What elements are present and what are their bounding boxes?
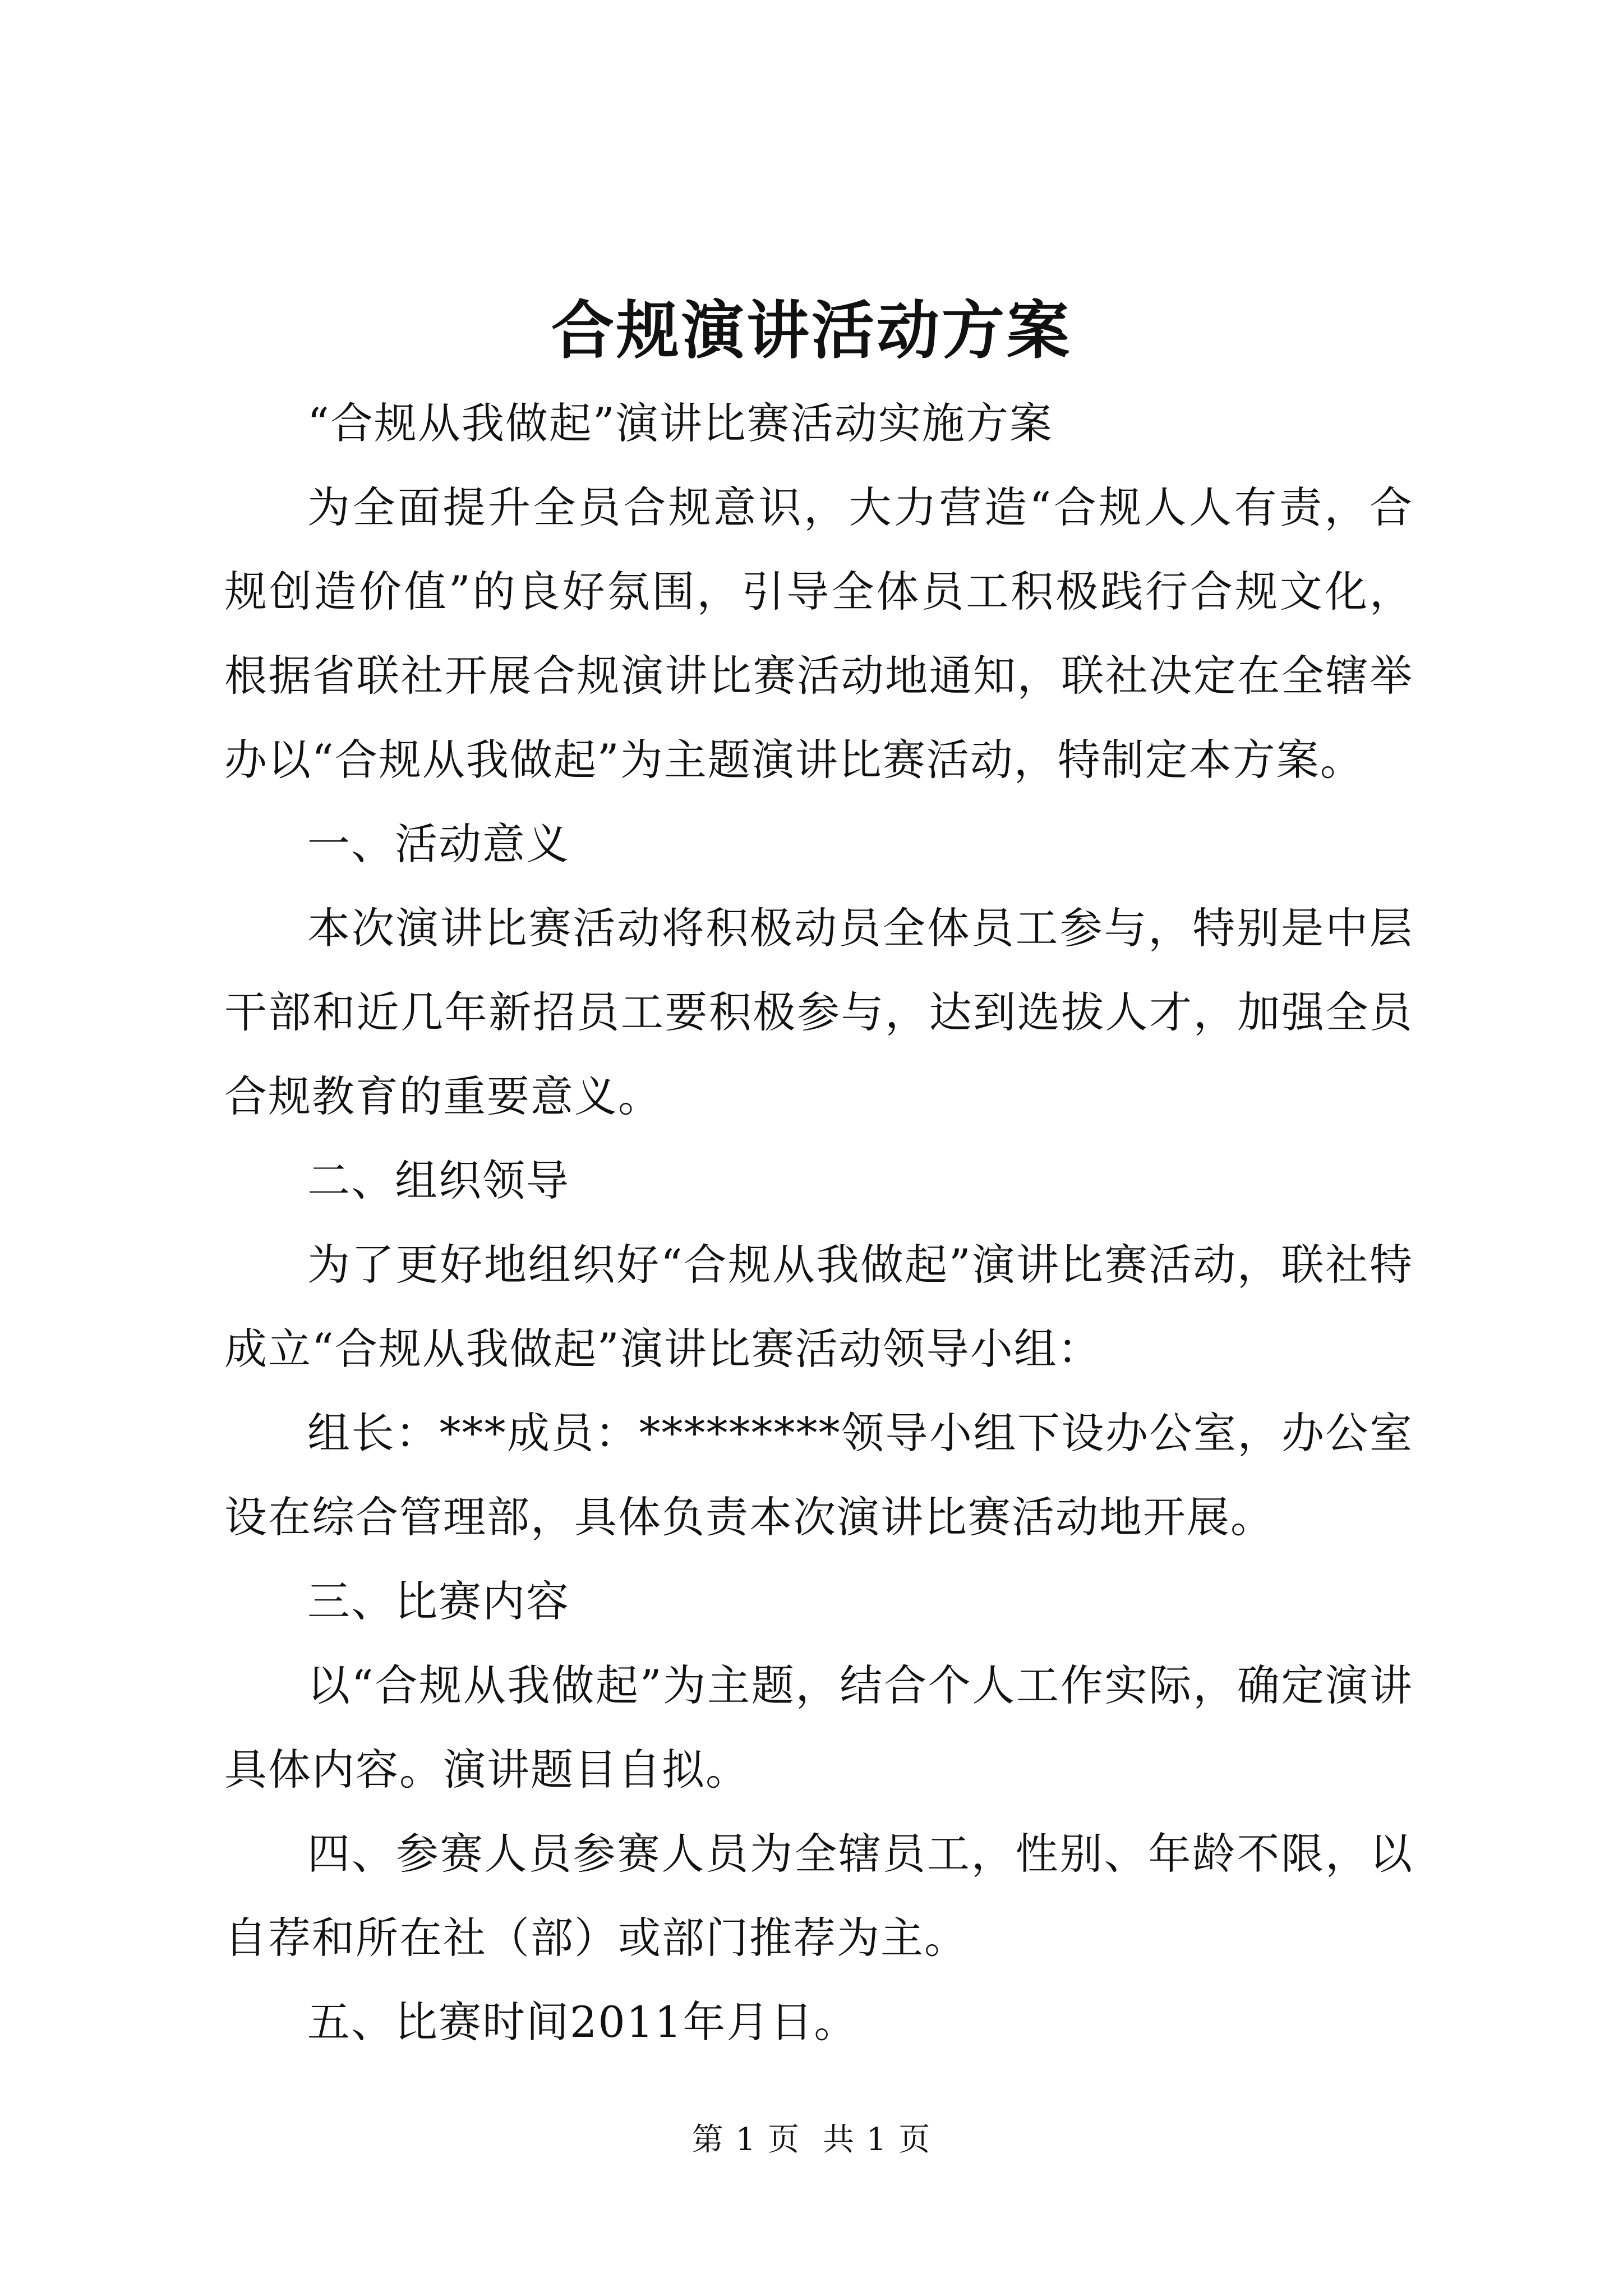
page-footer: [0, 2118, 1623, 2162]
page-number: 第 1 页: [691, 2122, 800, 2158]
leadership-paragraph: 为了更好地组织好“合规从我做起”演讲比赛活动，联社特成立“合规从我做起”演讲比赛活动领导小组：: [224, 1240, 1413, 1374]
leadership-members-paragraph: 组长：***成员：*********领导小组下设办公室，办公室设在综合管理部，具体负责本次演讲比赛活动地开展。: [224, 1408, 1413, 1542]
subtitle-paragraph: “合规从我做起”演讲比赛活动实施方案: [307, 398, 1053, 448]
intro-paragraph: 为全面提升全员合规意识，大力营造“合规人人有责，合规创造价值”的良好氛围，引导全体员工积极践行合规文化，根据省联社开展合规演讲比赛活动地通知，联社决定在全辖举办以“合规从我做起”为主题演讲比赛活动，特制定本方案。: [224, 482, 1413, 785]
section-heading-significance: 一、活动意义: [307, 819, 570, 869]
content-paragraph: 以“合规从我做起”为主题，结合个人工作实际，确定演讲具体内容。演讲题目自拟。: [224, 1660, 1413, 1795]
significance-paragraph: 本次演讲比赛活动将积极动员全体员工参与，特别是中层干部和近几年新招员工要积极参与，达到选拔人才，加强全员合规教育的重要意义。: [224, 903, 1413, 1121]
section-heading-leadership: 二、组织领导: [307, 1156, 570, 1205]
section-heading-content: 三、比赛内容: [307, 1576, 570, 1626]
document-title: 合规演讲活动方案: [551, 294, 1072, 367]
schedule-paragraph: 五、比赛时间2011年月日。: [307, 1997, 858, 2047]
participants-paragraph: 四、参赛人员参赛人员为全辖员工，性别、年龄不限，以自荐和所在社（部）或部门推荐为主。: [224, 1829, 1413, 1963]
page-total: 共 1 页: [823, 2122, 932, 2158]
document-body: [224, 381, 1413, 2064]
